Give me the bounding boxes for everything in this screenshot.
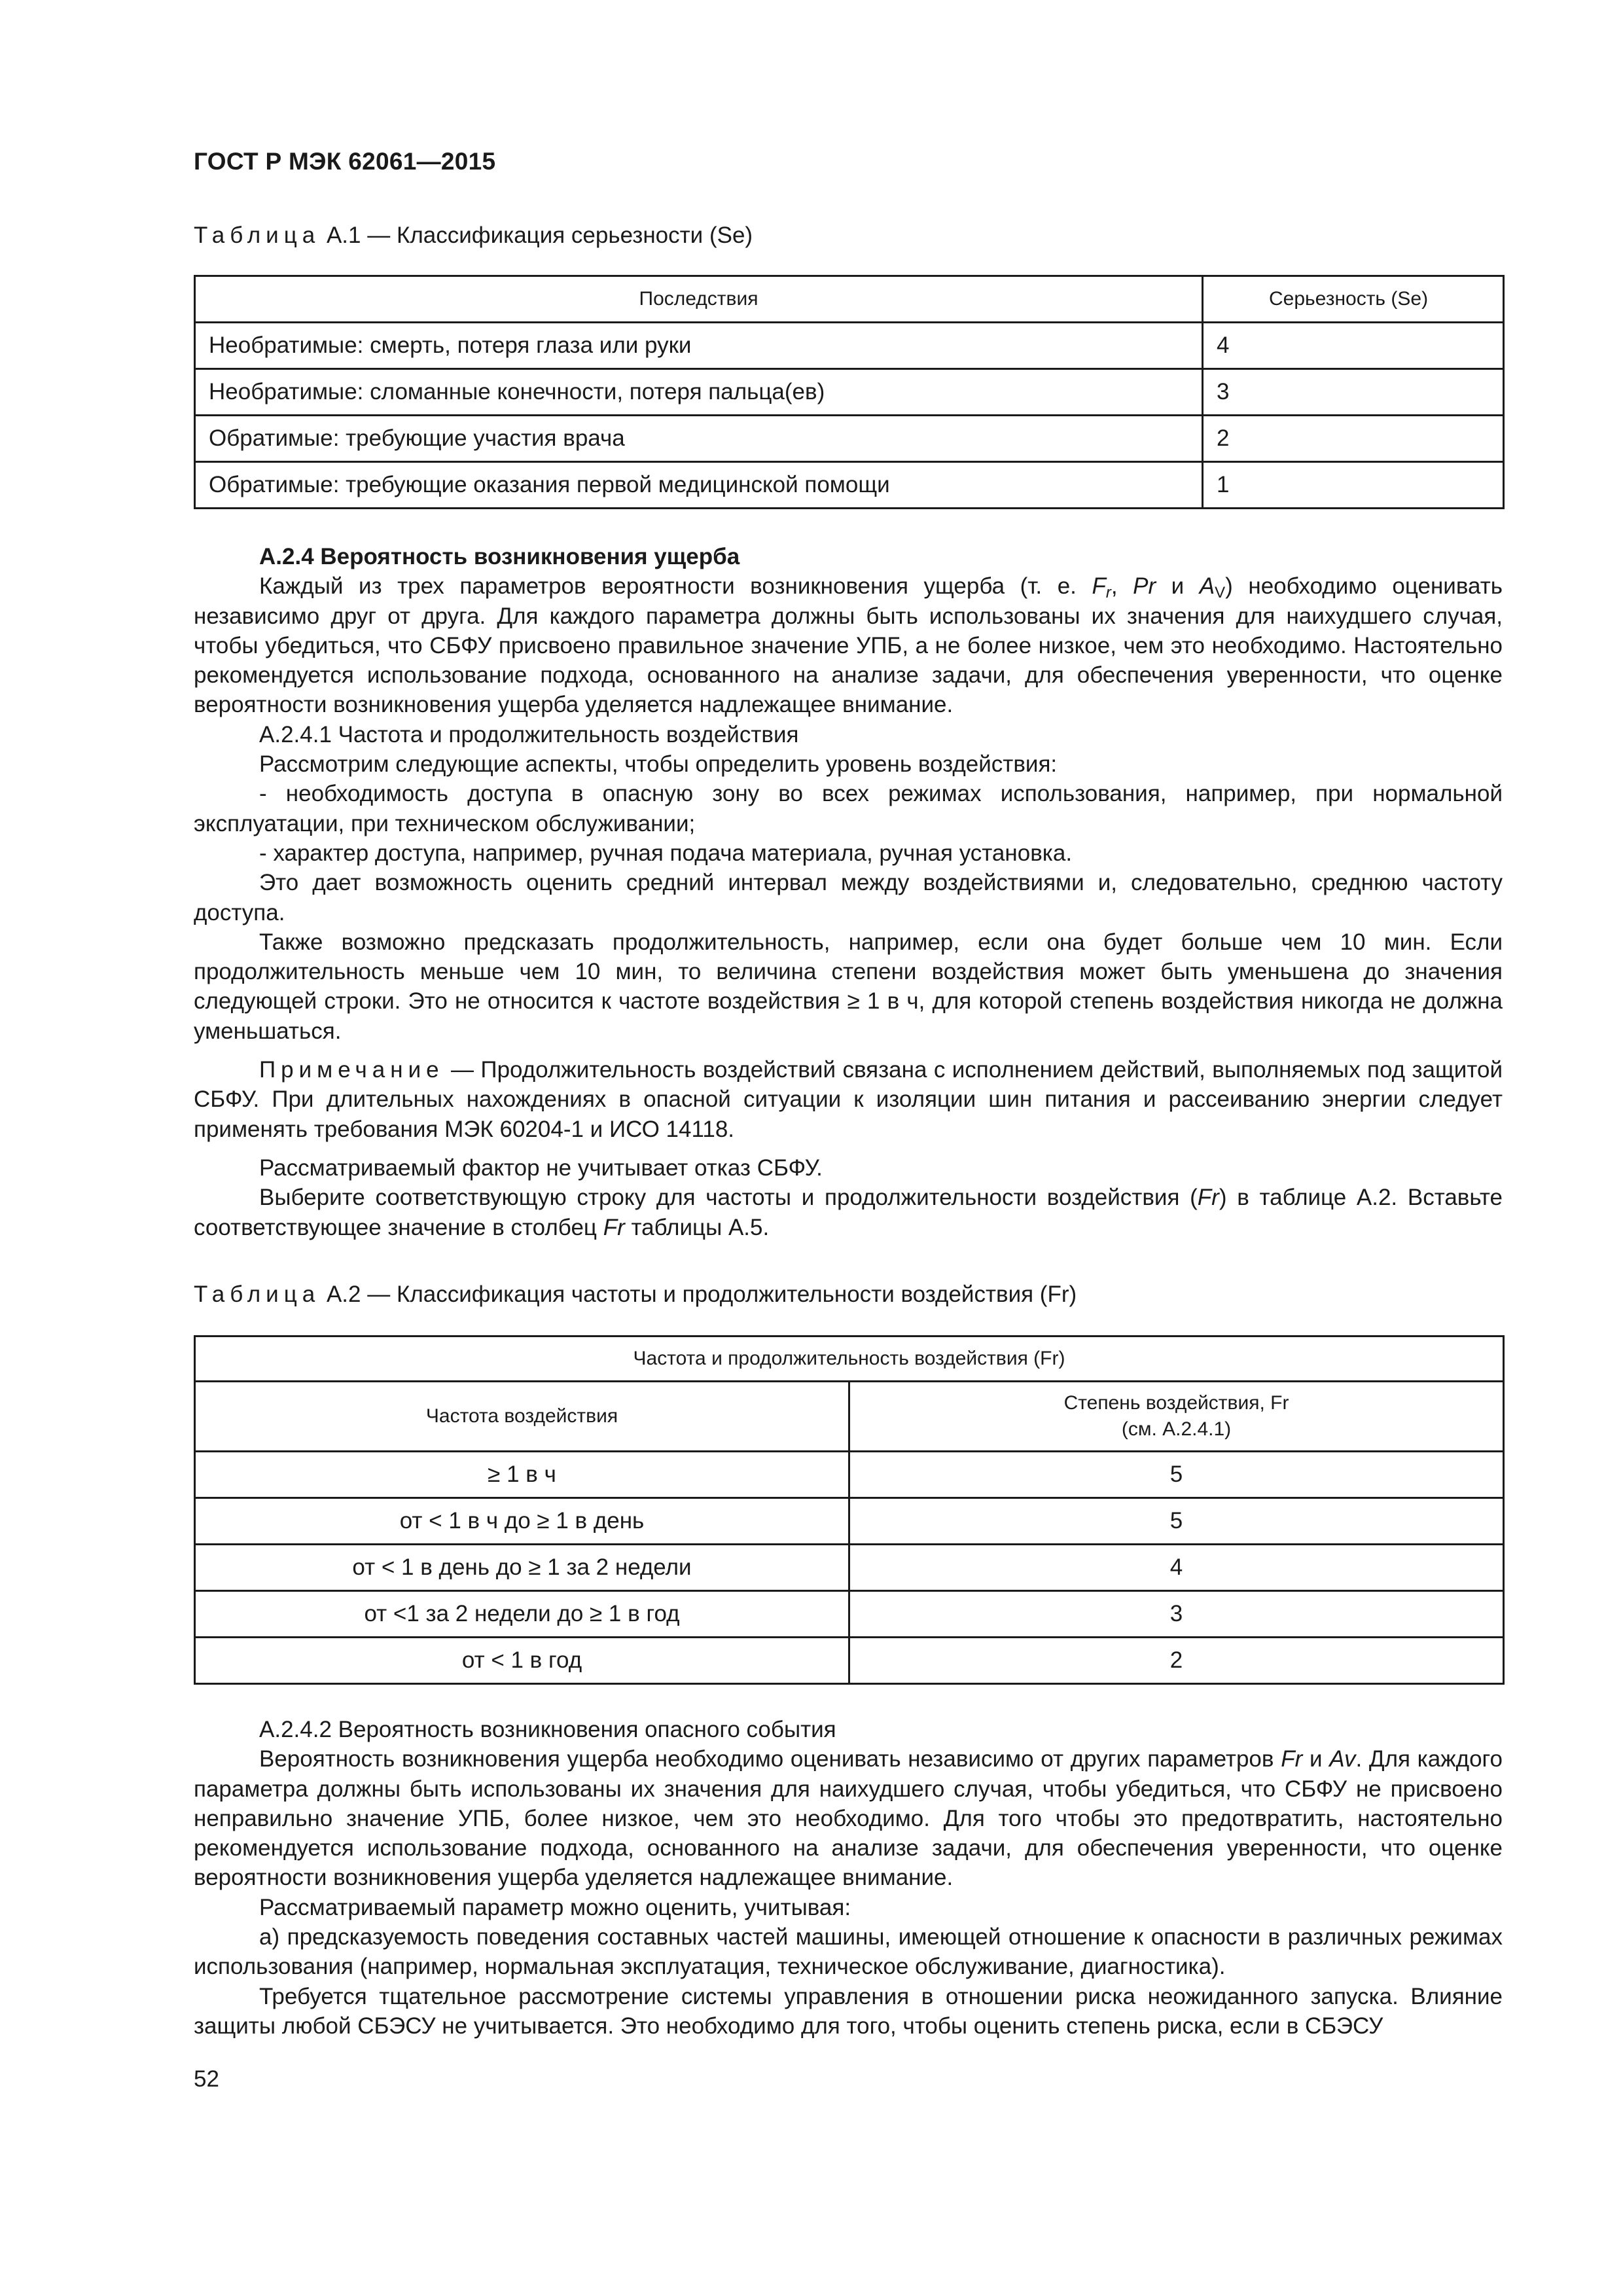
- table-row: [195, 369, 1504, 416]
- table2-caption-prefix: Таблица: [194, 1282, 321, 1307]
- table-header-row: [195, 1382, 1504, 1452]
- list-item: - необходимость доступа в опасную зону во всех режимах использования, например, при нормальной эксплуатации, при техническом обслуживании;: [194, 781, 1503, 836]
- header-frequency: Частота воздействия: [195, 1382, 849, 1452]
- table-row: [195, 462, 1504, 509]
- paragraph: Вероятность возникновения ущерба необходимо оценивать независимо от других параметров Fr и Av. Для каждого параметра должны быть использованы их значения для наихудшего случая, чтобы убедиться, что СБФУ не присвоено неправильно значение УПБ, более низкое, чем это необходимо. Для того чтобы это предотвратить, настоятельно рекомендуется использование подхода, основанного на анализе задачи, для обеспечения уверенности, что оценке вероятности возникновения ущерба уделяется надлежащее внимание.: [194, 1746, 1503, 1891]
- table-header-row: [195, 276, 1504, 323]
- subsection-heading: А.2.4.1 Частота и продолжительность воздействия: [259, 721, 799, 747]
- row-frequency: от <1 за 2 недели до ≥ 1 в год: [195, 1591, 849, 1638]
- table-row: [195, 1452, 1504, 1498]
- row-value: 4: [849, 1545, 1504, 1591]
- header-frequency-duration: Частота и продолжительность воздействия (Fr): [195, 1336, 1504, 1382]
- row-frequency: от < 1 в ч до ≥ 1 в день: [195, 1498, 849, 1545]
- row-value: 5: [849, 1452, 1504, 1498]
- row-text: Необратимые: смерть, потеря глаза или руки: [195, 323, 1203, 369]
- section-a24: [194, 542, 1503, 1242]
- row-value: 3: [849, 1591, 1504, 1638]
- page-number: 52: [194, 2066, 219, 2092]
- paragraph: Требуется тщательное рассмотрение системы управления в отношении риска неожиданного запуска. Влияние защиты любой СБЭСУ не учитывается. Это необходимо для того, чтобы оценить степень риска, если в СБЭСУ: [194, 1983, 1503, 2039]
- row-text: Необратимые: сломанные конечности, потеря пальца(ев): [195, 369, 1203, 416]
- paragraph: Также возможно предсказать продолжительность, например, если она будет больше чем 10 мин. Если продолжительность меньше чем 10 мин, то величина степени воздействия может быть уменьшена до значения следующей строки. Это не относится к частоте воздействия ≥ 1 в ч, для которой степень воздействия никогда не должна уменьшаться.: [194, 929, 1503, 1044]
- row-value: 2: [1203, 416, 1504, 462]
- table2-caption-text: А.2 — Классификация частоты и продолжительности воздействия (Fr): [320, 1282, 1077, 1307]
- section-heading: А.2.4 Вероятность возникновения ущерба: [259, 544, 740, 569]
- table-row: [195, 1591, 1504, 1638]
- table1-caption: [194, 223, 753, 249]
- header-degree: Степень воздействия, Fr (см. А.2.4.1): [849, 1382, 1504, 1452]
- header-consequences: Последствия: [195, 276, 1203, 323]
- paragraph: Рассматриваемый параметр можно оценить, учитывая:: [259, 1894, 851, 1920]
- row-value: 1: [1203, 462, 1504, 509]
- table-row: [195, 1498, 1504, 1545]
- table-row: [195, 1638, 1504, 1684]
- row-value: 5: [849, 1498, 1504, 1545]
- subsection-heading: А.2.4.2 Вероятность возникновения опасного события: [259, 1717, 836, 1742]
- list-item: - характер доступа, например, ручная подача материала, ручная установка.: [259, 840, 1073, 866]
- row-value: 4: [1203, 323, 1504, 369]
- header-severity: Серьезность (Se): [1203, 276, 1504, 323]
- table2-caption: [194, 1282, 1077, 1308]
- paragraph: Это дает возможность оценить средний интервал между воздействиями и, следовательно, среднюю частоту доступа.: [194, 870, 1503, 925]
- table-header-row: [195, 1336, 1504, 1382]
- section-a242: [194, 1715, 1503, 2041]
- paragraph: Рассматриваемый фактор не учитывает отказ СБФУ.: [259, 1155, 823, 1181]
- table-row: [195, 1545, 1504, 1591]
- paragraph: Рассмотрим следующие аспекты, чтобы определить уровень воздействия:: [259, 751, 1058, 778]
- row-value: 3: [1203, 369, 1504, 416]
- paragraph: Каждый из трех параметров вероятности возникновения ущерба (т. е. $F_r$, Pr и $A_V$) необходимо оценивать независимо друг от друга. Для каждого параметра должны быть использованы их значения для наихудшего случая, чтобы убедиться, что СБФУ присвоено правильное значение УПБ, а не более низкое, чем это необходимо. Настоятельно рекомендуется использование подхода, основанного на анализе задачи, для обеспечения уверенности, что оценке вероятности возникновения ущерба уделяется надлежащее внимание.: [194, 573, 1503, 718]
- table1-caption-text: А.1 — Классификация серьезности (Se): [320, 223, 753, 248]
- severity-table: [194, 275, 1505, 509]
- table-row: [195, 323, 1504, 369]
- row-frequency: от < 1 в год: [195, 1638, 849, 1684]
- document-header: ГОСТ Р МЭК 62061—2015: [194, 148, 496, 175]
- row-text: Обратимые: требующие участия врача: [195, 416, 1203, 462]
- row-frequency: от < 1 в день до ≥ 1 за 2 недели: [195, 1545, 849, 1591]
- list-item: а) предсказуемость поведения составных частей машины, имеющей отношение к опасности в различных режимах использования (например, нормальная эксплуатация, техническое обслуживание, диагностика).: [194, 1924, 1503, 1980]
- frequency-table: [194, 1335, 1505, 1685]
- paragraph: Выберите соответствующую строку для частоты и продолжительности воздействия (Fr) в таблице А.2. Вставьте соответствующее значение в столбец Fr таблицы А.5.: [194, 1185, 1503, 1240]
- row-value: 2: [849, 1638, 1504, 1684]
- table1-caption-prefix: Таблица: [194, 223, 321, 248]
- note: Примечание — Продолжительность воздействий связана с исполнением действий, выполняемых под защитой СБФУ. При длительных нахождениях в опасной ситуации к изоляции шин питания и рассеиванию энергии следует применять требования МЭК 60204-1 и ИСО 14118.: [194, 1057, 1503, 1142]
- table-row: [195, 416, 1504, 462]
- row-frequency: ≥ 1 в ч: [195, 1452, 849, 1498]
- row-text: Обратимые: требующие оказания первой медицинской помощи: [195, 462, 1203, 509]
